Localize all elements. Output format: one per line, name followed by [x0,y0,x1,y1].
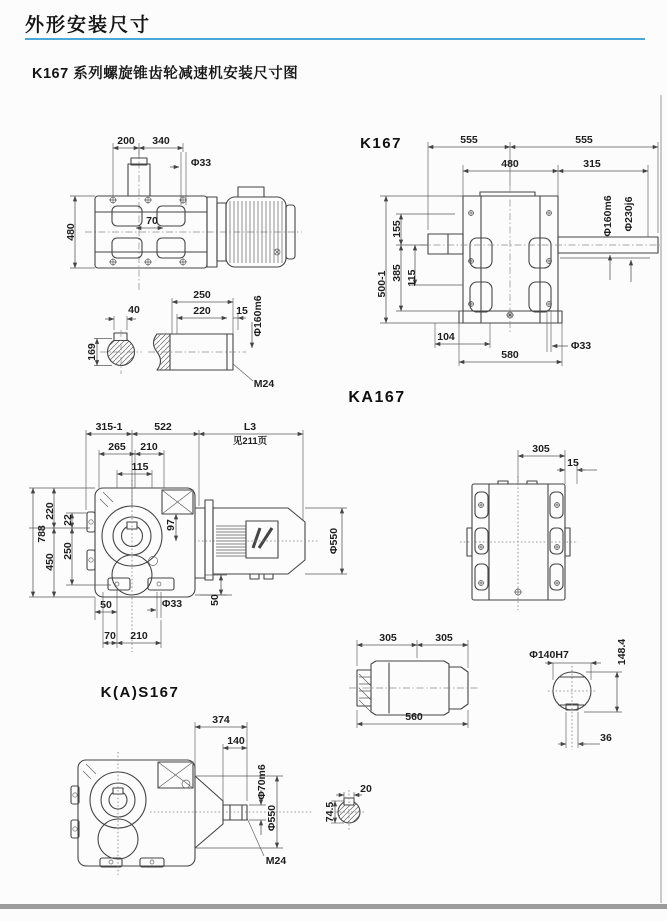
k167-dim-230j6: Φ230j6 [623,196,635,232]
kas167-body-outline [78,760,195,866]
kas167-label: K(A)S167 [100,684,180,701]
kas167-dim-m24: M24 [265,855,287,867]
ka167-dim-315-1: 315-1 [95,421,123,433]
back-view-dim-305: 305 [532,443,550,455]
shaft-dim-169: 169 [86,343,98,361]
hollow-shaft-dim-305-right: 305 [435,632,453,644]
top-view-dim-480: 480 [65,223,77,241]
page-title: 外形安装尺寸 [25,15,152,36]
top-view-dim-340: 340 [152,135,170,147]
kas167-dim-374: 374 [212,714,230,726]
k167-dim-155: 155 [391,220,403,238]
motor-eye-bolt [274,249,280,255]
ka167-side-view-drawing [29,389,406,652]
k167-label: K167 [360,135,402,152]
top-view-dim-200: 200 [117,135,135,147]
shaft-dim-15: 15 [236,305,248,317]
key-section-drawing [324,783,372,830]
ka167-note-see-page-211: 见211页 [232,436,268,447]
hollow-shaft-drawing [349,632,480,728]
ka167-dim-522: 522 [154,421,172,433]
key-section-dim-20: 20 [360,783,372,795]
bore-detail-drawing [529,639,628,750]
page-bottom-edge [0,904,667,909]
k167-input-shaft [428,234,463,254]
k167-dim-315: 315 [583,158,601,170]
ka167-dim-97: 97 [165,519,177,531]
ka167-dim-220: 220 [44,502,56,520]
ka167-dim-phi550: Φ550 [328,527,340,555]
k167-dim-104: 104 [437,331,455,343]
bore-dim-148-4: 148.4 [616,638,628,666]
kas167-shaft [223,805,247,820]
k167-body-outline [463,196,558,323]
k167-dim-160m6: Φ160m6 [602,195,614,237]
k167-dim-555-left: 555 [460,134,478,146]
output-shaft-detail-drawing [86,289,274,390]
page-subtitle: K167 系列螺旋锥齿轮减速机安装尺寸图 [32,66,299,82]
ka167-dim-210-top: 210 [140,441,158,453]
ka167-dim-50-foot: 50 [100,599,112,611]
ka167-dim-L3: L3 [243,421,257,433]
kas167-view-drawing [71,684,312,875]
bore-dim-140H7: Φ140H7 [529,649,569,661]
hollow-shaft-dim-560: 560 [405,711,423,723]
ka167-dim-450: 450 [44,553,56,571]
k167-dim-phi33: Φ33 [570,340,592,352]
ka167-dim-phi33: Φ33 [161,598,183,610]
ka167-motor-fins [216,526,246,556]
kas167-dim-140: 140 [227,735,245,747]
ka167-dim-788: 788 [36,525,48,543]
shaft-dim-220: 220 [193,305,211,317]
k167-dim-555-right: 555 [575,134,593,146]
k167-front-view-drawing [360,134,660,366]
shaft-dim-40: 40 [128,304,140,316]
ka167-dim-115: 115 [131,461,149,473]
top-view-dim-phi33: Φ33 [190,157,212,169]
kas167-dim-70m6: Φ70m6 [256,764,268,800]
ka167-dim-210-bottom: 210 [130,630,148,642]
kas167-output-flange [90,772,146,828]
bore-dim-36: 36 [600,732,612,744]
ka167-dim-22: 22 [62,514,74,526]
k167-dim-115: 115 [406,269,418,287]
ka167-dim-50-motor: 50 [209,594,221,606]
ka167-dim-265: 265 [108,441,126,453]
shaft-dim-250: 250 [193,289,211,301]
shaft-dim-m24: M24 [253,378,275,390]
back-view-dim-15: 15 [567,457,579,469]
k167-dim-385: 385 [391,264,403,282]
ka167-dim-70: 70 [104,630,116,642]
k167-top-view-drawing [65,135,302,290]
top-view-dim-70: 70 [146,215,158,227]
keyway [114,333,127,341]
ka167-label: KA167 [348,389,406,406]
k167-dim-500-1: 500-1 [376,270,388,298]
k167-dim-580: 580 [501,349,519,361]
ka167-body-outline [95,488,195,597]
ka167-dim-250: 250 [62,542,74,560]
shaft-dim-160m6: Φ160m6 [252,295,264,337]
ka167-motor-logo [246,521,278,558]
k167-dim-480: 480 [501,158,519,170]
key-section-dim-74-5: 74.5 [324,801,336,823]
ka167-back-view-drawing [460,443,597,610]
hollow-shaft-dim-305-left: 305 [379,632,397,644]
kas167-dim-phi550: Φ550 [266,804,278,832]
